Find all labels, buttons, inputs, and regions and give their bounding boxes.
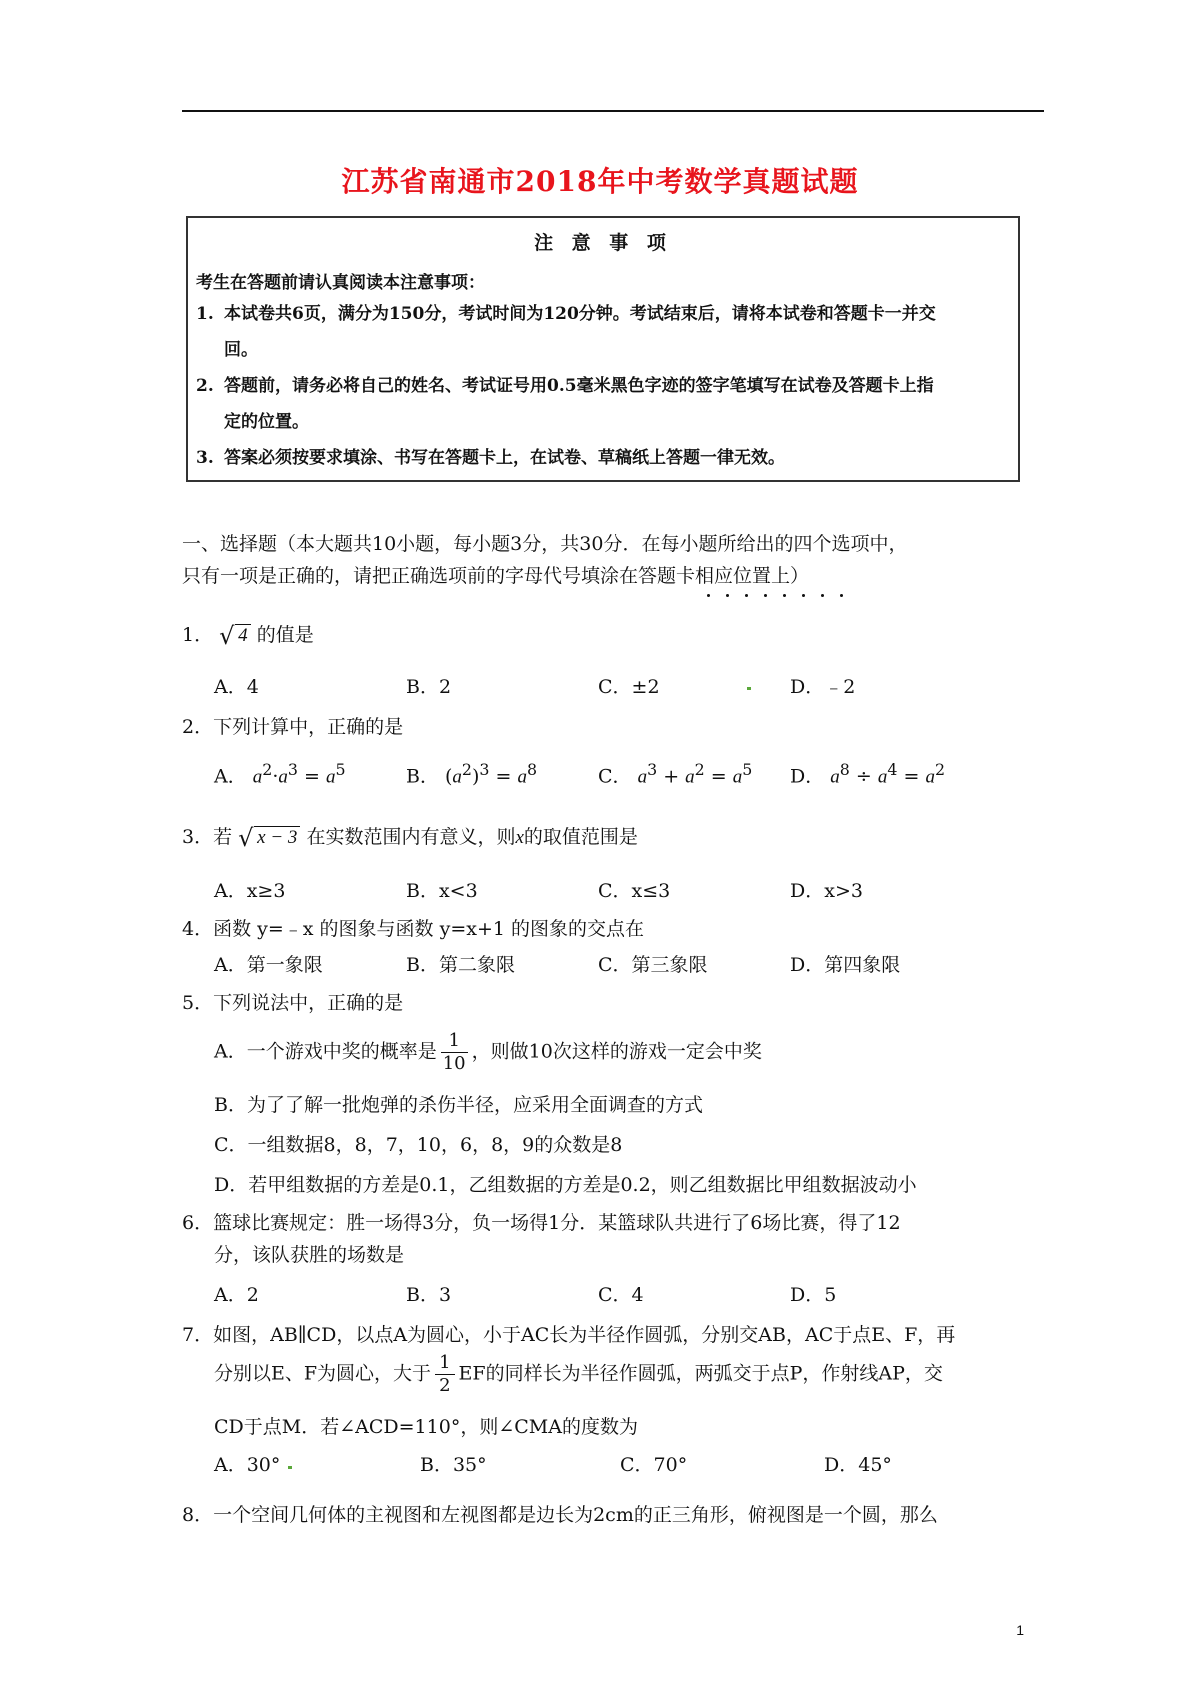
- notice-item-text: 答题前，请务必将自己的姓名、考试证号用0.5毫米黑色字迹的签字笔填写在试卷及答题卡上指: [224, 376, 934, 396]
- question-7-line2: [214, 1352, 1034, 1397]
- question-8: [182, 1500, 1032, 1527]
- question-text: 的值是: [256, 624, 314, 646]
- question-number: 4．: [182, 918, 214, 940]
- section-heading: [182, 528, 1032, 592]
- question-number: 7．: [182, 1324, 214, 1346]
- emphasis-dot: [745, 594, 748, 597]
- question-text: 函数 y=﹣x 的图象与函数 y=x+1 的图象的交点在: [213, 918, 644, 940]
- option-d: D．5: [790, 1284, 837, 1306]
- notice-heading: 注 意 事 项: [534, 232, 672, 254]
- option-a-post: ，则做10次这样的游戏一定会中奖: [471, 1040, 762, 1063]
- fraction: [441, 1030, 468, 1075]
- option-c: C．70°: [620, 1454, 688, 1476]
- option-a: A．x≥3: [214, 880, 286, 902]
- notice-box: [186, 216, 1020, 482]
- option-d: D．第四象限: [790, 954, 901, 976]
- question-text: 下列计算中，正确的是: [213, 716, 404, 738]
- option-c: C．第三象限: [598, 954, 708, 976]
- question-text-pre: 若: [213, 826, 233, 848]
- option-b: B．2: [406, 676, 452, 698]
- sqrt-expression: √ x − 3: [238, 826, 300, 849]
- emphasis-dot: [726, 594, 729, 597]
- question-5-option-d: D．若甲组数据的方差是0.1，乙组数据的方差是0.2，则乙组数据比甲组数据波动小: [214, 1174, 917, 1196]
- emphasis-dot: [821, 594, 824, 597]
- notice-item-number: 3.: [196, 448, 214, 468]
- top-rule: [182, 110, 1044, 112]
- section-heading-line2: 只有一项是正确的，请把正确选项前的字母代号填涂在答题卡相应位置上）: [182, 565, 810, 587]
- option-d: D．45°: [824, 1454, 892, 1476]
- notice-item-2: [196, 368, 1008, 440]
- option-label: B．: [406, 765, 439, 788]
- emphasis-dot: [707, 594, 710, 597]
- question-7: [182, 1320, 1032, 1347]
- question-text: 一个空间几何体的主视图和左视图都是边长为2cm的正三角形，俯视图是一个圆，那么: [213, 1504, 938, 1526]
- option-b: B．3: [406, 1284, 452, 1306]
- variable: x: [515, 827, 524, 848]
- option-a: A．第一象限: [214, 954, 323, 976]
- scan-speck: [747, 687, 751, 690]
- option-a: A． $a^2\cdot a^3 = a^5$: [214, 760, 346, 788]
- question-text-post: 的取值范围是: [523, 826, 638, 848]
- section-heading-line1: 一、选择题（本大题共10小题，每小题3分，共30分．在每小题所给出的四个选项中，: [182, 533, 908, 555]
- notice-item-number: 2.: [196, 376, 214, 396]
- option-a: A．30°: [214, 1454, 281, 1476]
- question-2: [182, 712, 1032, 739]
- question-number: 2．: [182, 716, 214, 738]
- option-b: B．35°: [420, 1454, 487, 1476]
- option-label: C．: [598, 765, 632, 788]
- option-a: A．4: [214, 676, 259, 698]
- notice-item-text-cont: 定的位置。: [224, 412, 309, 432]
- notice-item-number: 1.: [196, 304, 214, 324]
- question-number: 3．: [182, 826, 214, 848]
- question-text: 在实数范围内有意义，则: [306, 826, 516, 848]
- option-b: B．x<3: [406, 880, 478, 902]
- option-label: A．: [214, 765, 247, 788]
- notice-item-1: [196, 296, 1008, 368]
- question-3: [182, 822, 1032, 852]
- scan-speck: [288, 1466, 292, 1469]
- question-number: 6．: [182, 1212, 214, 1234]
- option-d: D． $a^8 \div a^4 = a^2$: [790, 760, 946, 788]
- fraction-numerator: 1: [441, 1030, 468, 1053]
- radicand: x − 3: [254, 826, 300, 848]
- question-5-option-c: C．一组数据8，8，7，10，6，8，9的众数是8: [214, 1134, 623, 1156]
- fraction-denominator: 2: [439, 1375, 451, 1396]
- question-1: [182, 620, 1032, 650]
- notice-item-text: 本试卷共6页，满分为150分，考试时间为120分钟。考试结束后，请将本试卷和答题卡一并交: [224, 304, 936, 324]
- fraction-numerator: 1: [435, 1352, 454, 1375]
- question-7-line3: CD于点M．若∠ACD=110°，则∠CMA的度数为: [214, 1416, 638, 1438]
- question-number: 8．: [182, 1504, 214, 1526]
- question-5-option-a: [214, 1030, 1034, 1075]
- fraction: [435, 1352, 454, 1397]
- option-c: C．4: [598, 1284, 644, 1306]
- question-6-text-cont: 分，该队获胜的场数是: [214, 1244, 405, 1266]
- option-b: B． $(a^2)^3 = a^8$: [406, 760, 538, 788]
- radicand: 4: [235, 624, 251, 646]
- question-6: [182, 1206, 1032, 1240]
- question-4: [182, 914, 1032, 941]
- emphasis-dot: [802, 594, 805, 597]
- fraction-denominator: 10: [442, 1053, 466, 1074]
- option-c: C． $a^3 + a^2 = a^5$: [598, 760, 753, 788]
- emphasis-dot: [840, 594, 843, 597]
- question-text: 如图，AB∥CD，以点A为圆心，小于AC长为半径作圆弧，分别交AB，AC于点E、F，再: [213, 1324, 956, 1346]
- question-text-post: EF的同样长为半径作圆弧，两弧交于点P，作射线AP，交: [458, 1362, 943, 1385]
- page-title: 江苏省南通市2018年中考数学真题试题: [341, 165, 859, 198]
- option-a: A．2: [214, 1284, 259, 1306]
- page-number: 1: [1016, 1622, 1024, 1638]
- option-d: D．x>3: [790, 880, 863, 902]
- question-text-pre: 分别以E、F为圆心，大于: [214, 1362, 432, 1385]
- emphasis-dot: [783, 594, 786, 597]
- emphasis-dot: [764, 594, 767, 597]
- option-d: D．﹣2: [790, 676, 856, 698]
- option-a-pre: A．一个游戏中奖的概率是: [214, 1040, 437, 1063]
- notice-item-text-cont: 回。: [224, 340, 258, 360]
- option-b: B．第二象限: [406, 954, 515, 976]
- question-5: [182, 988, 1032, 1015]
- option-label: D．: [790, 765, 825, 788]
- notice-intro: 考生在答题前请认真阅读本注意事项：: [196, 273, 485, 293]
- question-number: 1．: [182, 624, 214, 646]
- option-c: C．±2: [598, 676, 660, 698]
- sqrt-expression: √ 4: [219, 624, 251, 647]
- option-c: C．x≤3: [598, 880, 671, 902]
- question-text: 篮球比赛规定：胜一场得3分，负一场得1分．某篮球队共进行了6场比赛，得了12: [213, 1212, 901, 1234]
- notice-item-3: [196, 440, 1008, 476]
- question-text: 下列说法中，正确的是: [213, 992, 404, 1014]
- question-5-option-b: B．为了了解一批炮弹的杀伤半径，应采用全面调查的方式: [214, 1094, 703, 1116]
- notice-item-text: 答案必须按要求填涂、书写在答题卡上，在试卷、草稿纸上答题一律无效。: [224, 448, 785, 468]
- question-number: 5．: [182, 992, 214, 1014]
